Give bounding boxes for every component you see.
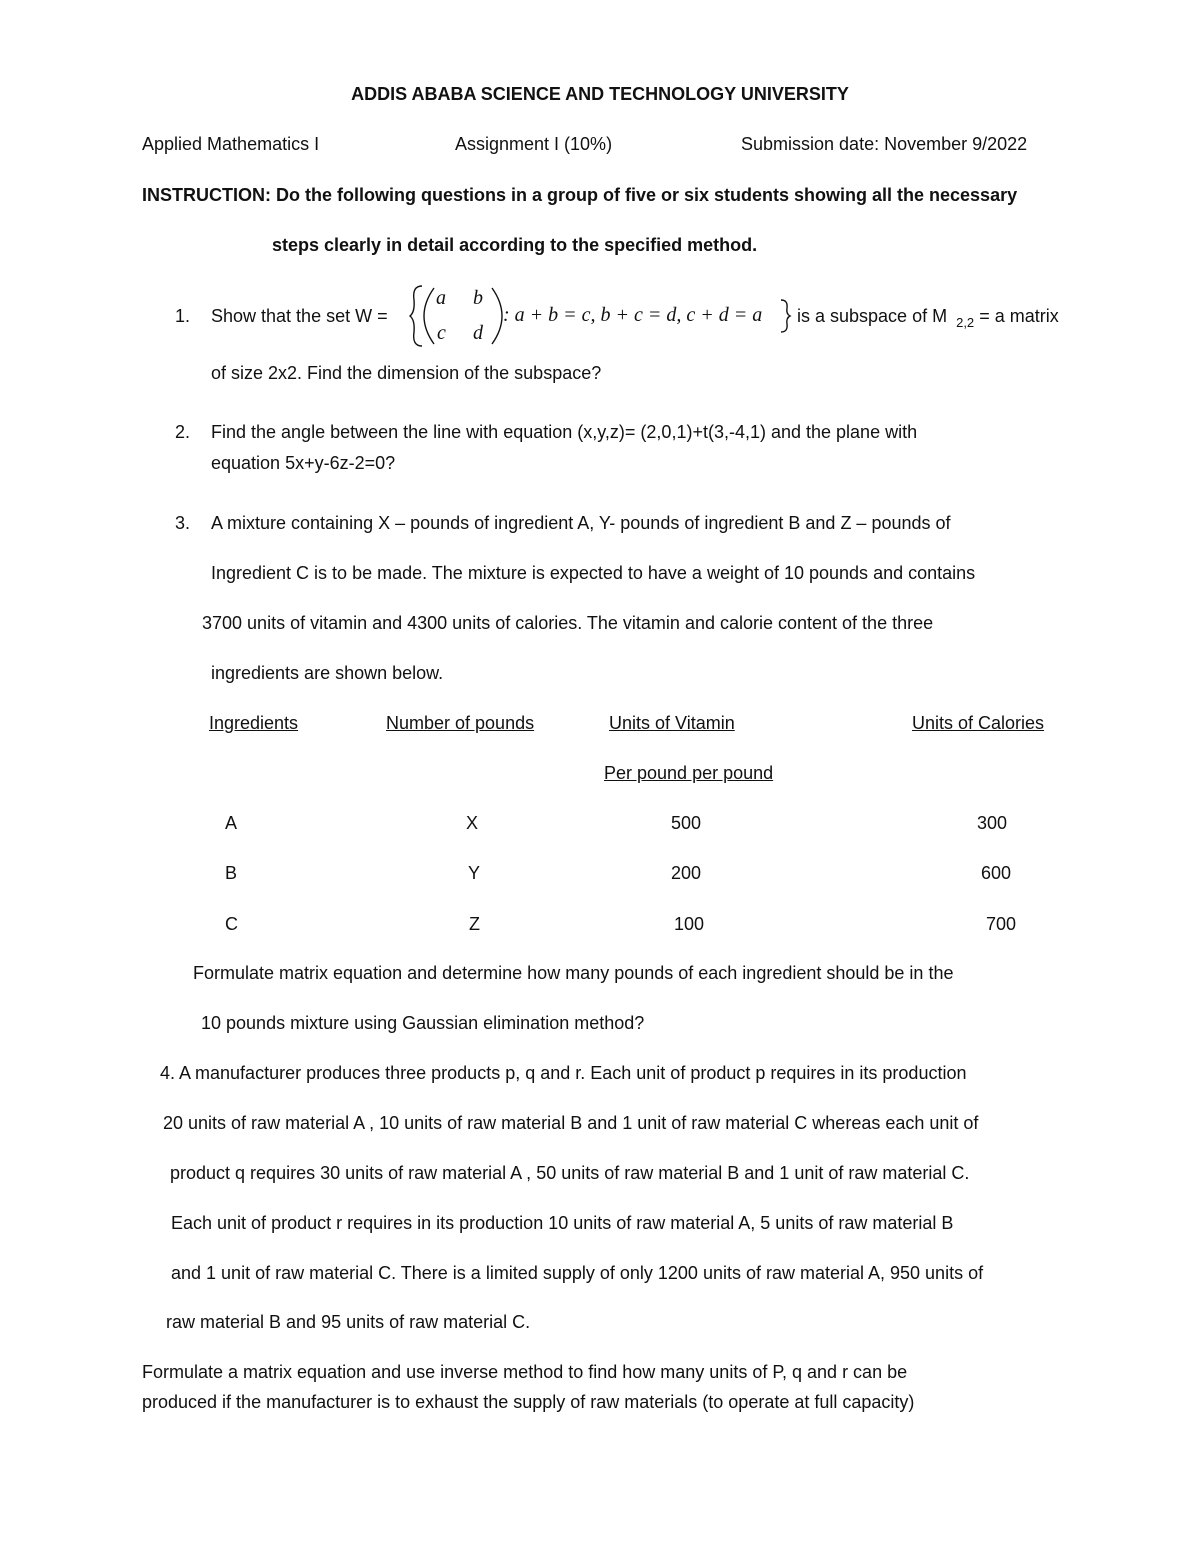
q2-line-2: equation 5x+y-6z-2=0? [211, 453, 396, 473]
q1-number: 1. [175, 306, 191, 326]
q1-suffix-text: is a subspace of M [797, 306, 948, 326]
q3-line-5: Formulate matrix equation and determine how many pounds of each ingredient should be in the [193, 963, 954, 983]
course-name: Applied Mathematics I [142, 134, 320, 154]
table-header-vitamin: Units of Vitamin [609, 713, 735, 733]
q1-prefix: Show that the set W = [211, 306, 388, 326]
q3-number: 3. [175, 513, 191, 533]
instruction-line-2: steps clearly in detail according to the specified method. [272, 235, 758, 255]
matrix-entry-c: c [437, 322, 446, 344]
submission-date: Submission date: November 9/2022 [741, 134, 1028, 154]
university-title: ADDIS ABABA SCIENCE AND TECHNOLOGY UNIVERSITY [351, 84, 849, 104]
table-cell: 200 [671, 863, 702, 883]
q3-line-2: Ingredient C is to be made. The mixture is expected to have a weight of 10 pounds and contains [211, 563, 976, 583]
table-cell: B [225, 863, 238, 883]
table-cell: 300 [977, 813, 1008, 833]
q1-line-2: of size 2x2. Find the dimension of the subspace? [211, 363, 602, 383]
q4-line-7: Formulate a matrix equation and use inverse method to find how many units of P, q and r can be [142, 1362, 908, 1382]
q1-subscript: 2,2 [956, 315, 975, 330]
table-cell: Z [469, 914, 480, 934]
table-header-ingredients: Ingredients [209, 713, 299, 733]
table-header-pounds: Number of pounds [386, 713, 535, 733]
q3-line-6: 10 pounds mixture using Gaussian elimination method? [201, 1013, 645, 1033]
table-subheader: Per pound per pound [604, 763, 774, 783]
q2-line-1: Find the angle between the line with equation (x,y,z)= (2,0,1)+t(3,-4,1) and the plane with [211, 422, 918, 442]
table-cell: 100 [674, 914, 705, 934]
q4-line-4: Each unit of product r requires in its production 10 units of raw material A, 5 units of raw material B [171, 1213, 954, 1233]
assignment-label: Assignment I (10%) [455, 134, 613, 154]
table-header-calories: Units of Calories [912, 713, 1045, 733]
matrix-entry-a: a [436, 287, 446, 309]
table-cell: Y [468, 863, 481, 883]
table-cell: A [225, 813, 238, 833]
q2-number: 2. [175, 422, 191, 442]
q1-suffix [797, 304, 1059, 330]
table-cell: 700 [986, 914, 1017, 934]
q3-line-3: 3700 units of vitamin and 4300 units of calories. The vitamin and calorie content of the three [202, 613, 934, 633]
q3-line-1: A mixture containing X – pounds of ingredient A, Y- pounds of ingredient B and Z – pounds of [211, 513, 951, 533]
q3-line-4: ingredients are shown below. [211, 663, 444, 683]
instruction-line-1: INSTRUCTION: Do the following questions in a group of five or six students showing all the necessary [142, 185, 1018, 205]
set-brackets [408, 282, 508, 350]
q4-line-2: 20 units of raw material A , 10 units of raw material B and 1 unit of raw material C whereas each unit of [163, 1113, 979, 1133]
q4-line-5: and 1 unit of raw material C. There is a limited supply of only 1200 units of raw material A, 950 units of [171, 1263, 984, 1283]
q1-suffix-text-2: = a matrix [979, 306, 1059, 326]
matrix-entry-d: d [473, 322, 483, 344]
table-cell: C [225, 914, 238, 934]
table-cell: 500 [671, 813, 702, 833]
q1-condition: : a + b = c, b + c = d, c + d = a [503, 304, 763, 326]
q4-line-8: produced if the manufacturer is to exhaust the supply of raw materials (to operate at full capacity) [142, 1392, 915, 1412]
q4-line-6: raw material B and 95 units of raw material C. [166, 1312, 531, 1332]
q4-line-3: product q requires 30 units of raw material A , 50 units of raw material B and 1 unit of raw material C. [170, 1163, 970, 1183]
set-close-brace [778, 298, 792, 334]
table-cell: X [466, 813, 479, 833]
q4-line-1: 4. A manufacturer produces three products p, q and r. Each unit of product p requires in its production [160, 1063, 967, 1083]
matrix-entry-b: b [473, 287, 483, 309]
table-cell: 600 [981, 863, 1012, 883]
